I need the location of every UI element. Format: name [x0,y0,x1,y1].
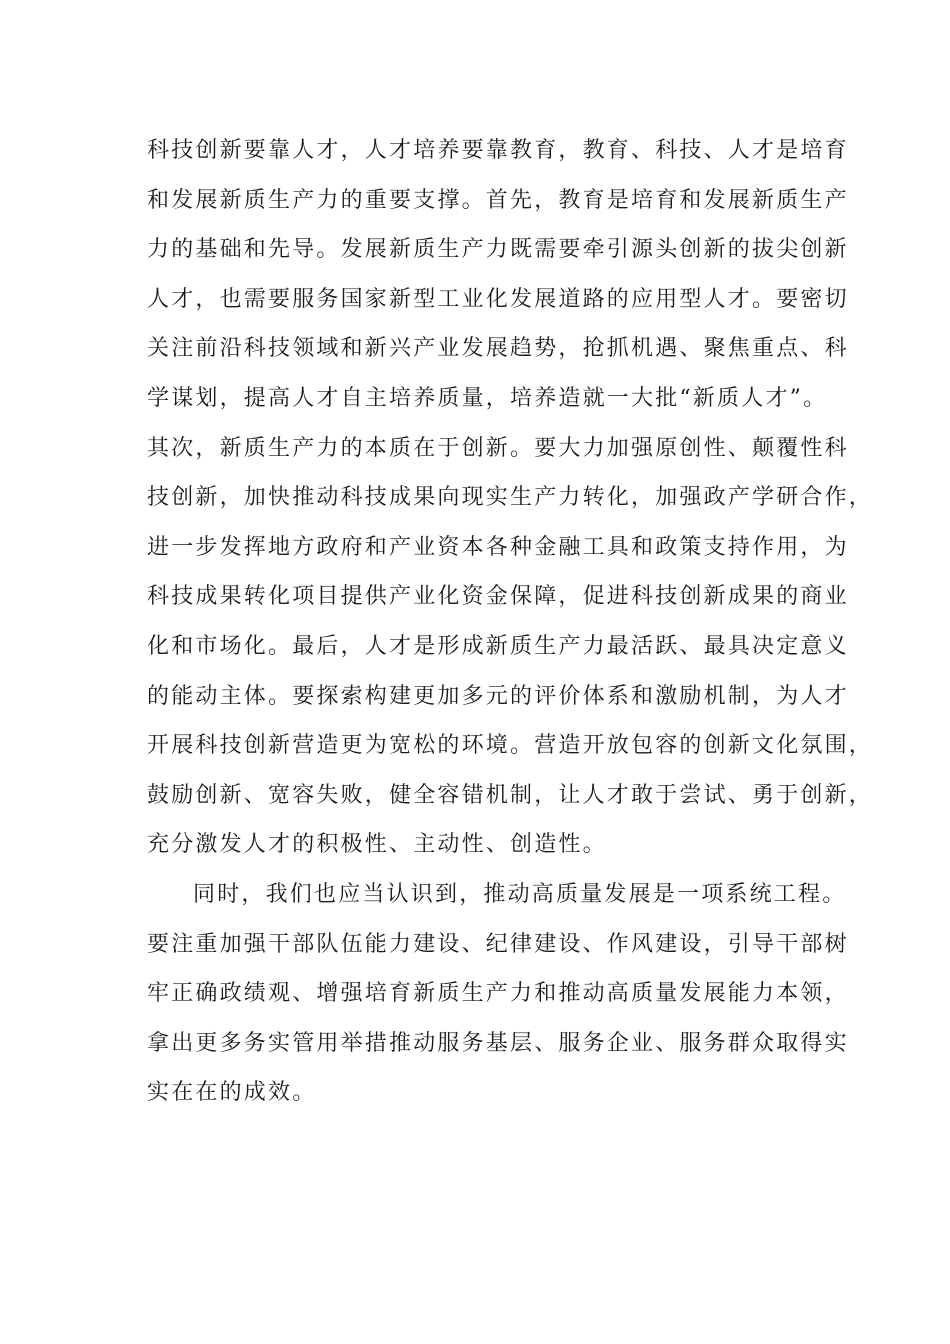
text-line: 和发展新质生产力的重要支撑。首先，教育是培育和发展新质生产 [147,187,849,213]
text-line: 要注重加强干部队伍能力建设、纪律建设、作风建设，引导干部树 [147,931,849,957]
text-line: 开展科技创新营造更为宽松的环境。营造开放包容的创新文化氛围， [147,733,874,759]
text-line: 技创新，加快推动科技成果向现实生产力转化，加强政产学研合作， [147,485,874,511]
paragraph-1 [147,126,874,870]
text-line: 学谋划，提高人才自主培养质量，培养造就一大批“新质人才”。 [147,385,828,411]
text-line: 拿出更多务实管用举措推动服务基层、服务企业、服务群众取得实 [147,1030,849,1056]
text-line: 的能动主体。要探索构建更加多元的评价体系和激励机制，为人才 [147,683,849,709]
document-body [147,126,874,1118]
text-line: 人才，也需要服务国家新型工业化发展道路的应用型人才。要密切 [147,286,849,312]
text-line: 科技成果转化项目提供产业化资金保障，促进科技创新成果的商业 [147,584,849,610]
text-line: 充分激发人才的积极性、主动性、创造性。 [147,832,607,858]
text-line: 关注前沿科技领域和新兴产业发展趋势，抢抓机遇、聚焦重点、科 [147,336,849,362]
text-line: 进一步发挥地方政府和产业资本各种金融工具和政策支持作用，为 [147,534,849,560]
text-line: 力的基础和先导。发展新质生产力既需要牵引源头创新的拔尖创新 [147,237,849,263]
text-line: 牢正确政绩观、增强培育新质生产力和推动高质量发展能力本领， [147,981,849,1007]
text-line: 实在在的成效。 [147,1080,317,1106]
text-line: 鼓励创新、宽容失败，健全容错机制，让人才敢于尝试、勇于创新， [147,782,874,808]
text-line: 科技创新要靠人才，人才培养要靠教育，教育、科技、人才是培育 [147,138,849,163]
text-line: 化和市场化。最后，人才是形成新质生产力最活跃、最具决定意义 [147,633,849,659]
text-line: 其次，新质生产力的本质在于创新。要大力加强原创性、颠覆性科 [147,435,849,461]
text-line: 同时，我们也应当认识到，推动高质量发展是一项系统工程。 [193,881,847,907]
paragraph-2 [147,870,849,1118]
